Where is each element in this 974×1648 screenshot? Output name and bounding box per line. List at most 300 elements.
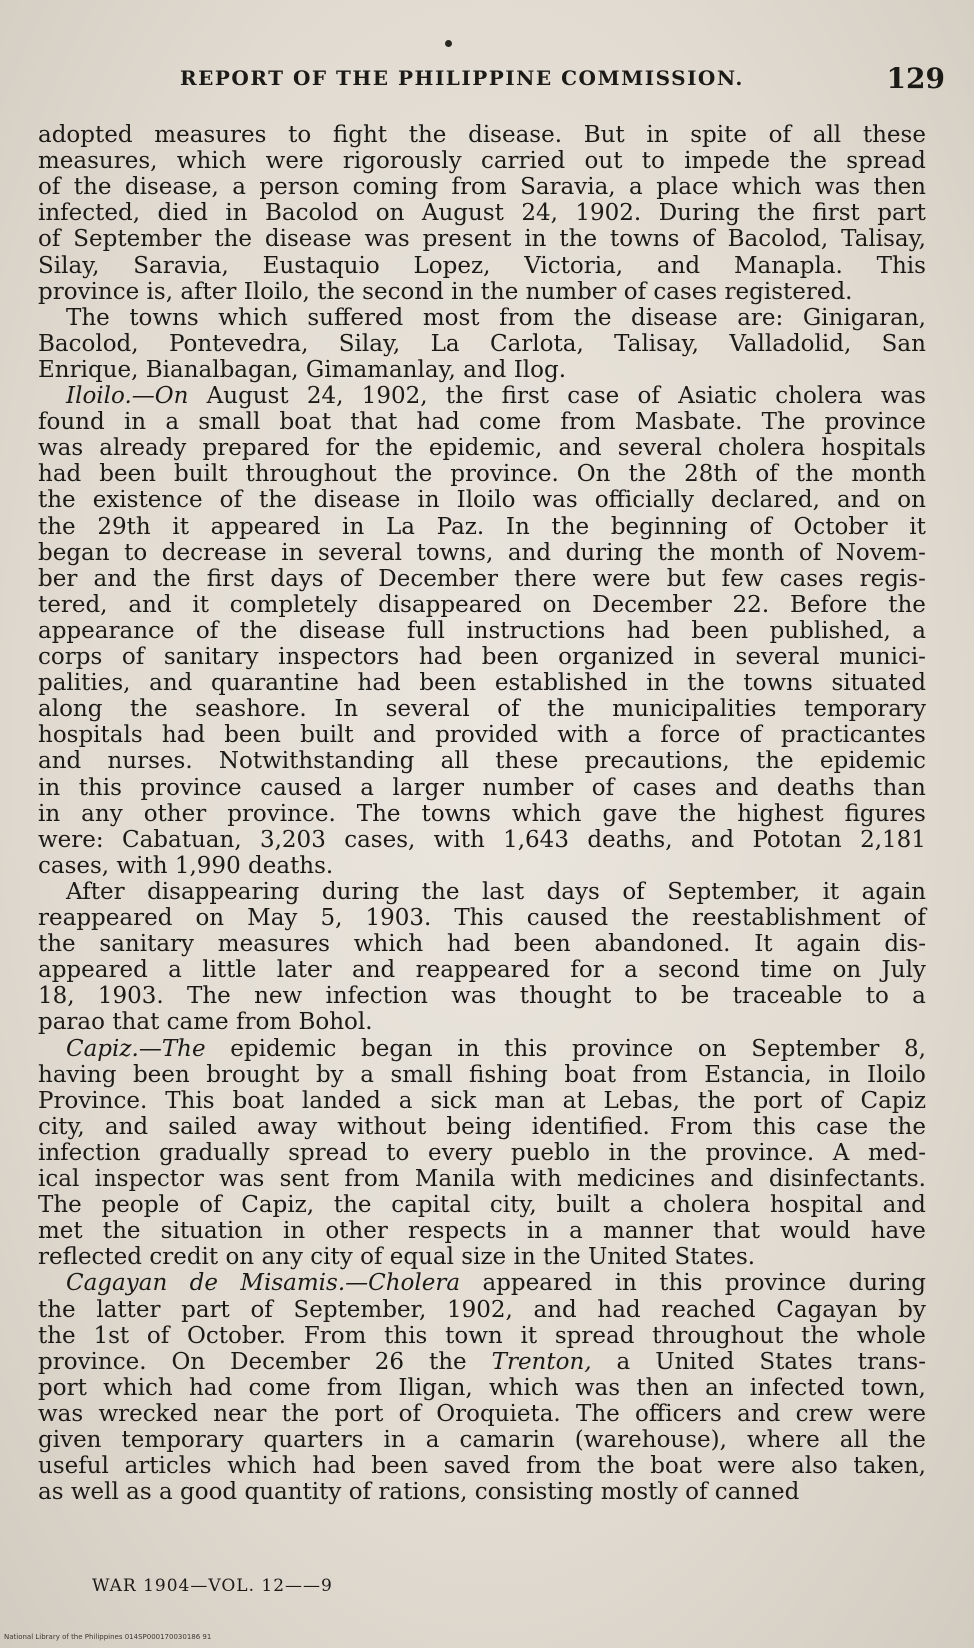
word: of: [250, 1297, 273, 1323]
word: The: [575, 1401, 620, 1427]
word: town,: [860, 1375, 926, 1401]
word: that: [712, 1218, 760, 1244]
word: towns: [421, 801, 491, 827]
word: and: [38, 748, 82, 774]
word: municipalities: [612, 696, 777, 722]
word: carried: [480, 148, 566, 174]
word: well: [70, 1479, 127, 1505]
word: a: [425, 1427, 440, 1453]
word: The: [38, 1192, 82, 1218]
text-line: [66, 383, 926, 409]
word: the: [657, 540, 696, 566]
word: small: [390, 1062, 453, 1088]
word: again: [796, 931, 861, 957]
word: from: [499, 305, 555, 331]
word: sick: [430, 1088, 477, 1114]
word: measures: [154, 122, 267, 148]
word: Capiz,: [241, 1192, 315, 1218]
word: was: [219, 1166, 265, 1192]
word: in: [417, 487, 440, 513]
word: boat: [564, 1062, 616, 1088]
word: equal: [389, 1244, 462, 1270]
word: part: [181, 1297, 230, 1323]
word: after: [180, 279, 244, 305]
word: and: [737, 1401, 781, 1427]
word: town: [445, 1323, 503, 1349]
page-header: [180, 62, 945, 102]
word: 1,990: [174, 853, 249, 879]
text-line: [38, 827, 926, 853]
word: of: [348, 1479, 379, 1505]
word: caused: [260, 775, 342, 801]
word: towns: [610, 226, 680, 252]
text-line: [38, 1244, 755, 1270]
word: throughout: [652, 1323, 784, 1349]
word: days: [546, 879, 600, 905]
text-line: [38, 1009, 373, 1035]
word: by: [315, 1062, 344, 1088]
word: cases: [779, 566, 844, 592]
word: on: [897, 487, 926, 513]
word: sanitary: [99, 931, 195, 957]
word: Talisay,: [841, 226, 926, 252]
word: to: [288, 122, 312, 148]
word: to: [634, 983, 658, 1009]
word: and: [533, 1297, 577, 1323]
word: infected,: [38, 200, 141, 226]
word: a: [232, 174, 246, 200]
word: Capiz: [860, 1088, 926, 1114]
text-line: [38, 1453, 926, 1479]
word: disappeared: [378, 592, 522, 618]
word: sent: [279, 1166, 330, 1192]
word: measures,: [38, 148, 158, 174]
word: during: [565, 540, 644, 566]
word: the: [38, 514, 76, 540]
word: a: [627, 722, 642, 748]
word: had: [626, 618, 670, 644]
word: Manila: [414, 1166, 496, 1192]
word: on: [195, 905, 225, 931]
word: which: [218, 305, 288, 331]
word: of: [637, 383, 660, 409]
text-line: [38, 1062, 926, 1088]
word: a: [629, 174, 643, 200]
word: number: [525, 279, 624, 305]
word: away: [256, 1114, 318, 1140]
word: of: [820, 1088, 843, 1114]
text-line: [38, 983, 926, 1009]
word: gave: [602, 801, 658, 827]
word: the: [687, 670, 725, 696]
word: epidemic: [230, 1036, 337, 1062]
word: La: [430, 331, 460, 357]
word: Saravia,: [133, 253, 229, 279]
word: Ginigaran,: [802, 305, 926, 331]
word: these: [862, 122, 926, 148]
word: then: [873, 174, 926, 200]
word: again: [861, 879, 926, 905]
word: consisting: [474, 1479, 601, 1505]
word: and: [882, 1192, 926, 1218]
word: given: [38, 1427, 102, 1453]
word: 28th: [684, 461, 738, 487]
word: was: [38, 435, 84, 461]
word: reappeared: [38, 905, 173, 931]
word: infection: [38, 1140, 141, 1166]
word: had: [446, 931, 491, 957]
word: of: [591, 775, 615, 801]
word: Iligan,: [398, 1375, 473, 1401]
word: Cagayan: [66, 1270, 168, 1296]
word: respects: [408, 1218, 507, 1244]
word: this: [78, 775, 122, 801]
word: case: [816, 1114, 869, 1140]
word: December: [592, 592, 712, 618]
word: rigorously: [342, 148, 462, 174]
word: the: [281, 1401, 320, 1427]
word: these: [495, 748, 559, 774]
word: existence: [92, 487, 203, 513]
word: man: [494, 1088, 545, 1114]
word: precautions,: [584, 748, 730, 774]
word: the: [888, 1114, 926, 1140]
word: of: [768, 122, 792, 148]
word: as: [38, 1479, 71, 1505]
word: a: [165, 409, 180, 435]
word: situation: [160, 1218, 263, 1244]
word: August: [206, 383, 289, 409]
word: the: [129, 696, 168, 722]
word: come: [248, 1375, 311, 1401]
word: several: [617, 435, 702, 461]
word: credit: [149, 1244, 226, 1270]
word: for: [325, 435, 360, 461]
word: useful: [38, 1453, 109, 1479]
word: been: [224, 722, 281, 748]
word: sanitary: [163, 644, 259, 670]
word: the: [38, 931, 76, 957]
text-line: [38, 357, 566, 383]
word: last: [481, 879, 525, 905]
word: near: [213, 1401, 267, 1427]
word: thought: [519, 983, 612, 1009]
word: regis-: [859, 566, 926, 592]
word: nurses.: [107, 748, 193, 774]
word: the: [333, 1192, 372, 1218]
text-line: [38, 670, 926, 696]
word: but: [666, 566, 706, 592]
word: pueblo: [510, 1140, 590, 1166]
word: From: [669, 1114, 733, 1140]
word: and: [507, 540, 552, 566]
word: in: [646, 670, 669, 696]
word: province.: [450, 461, 559, 487]
word: Before: [789, 592, 868, 618]
word: are:: [737, 305, 784, 331]
word: the: [757, 200, 795, 226]
word: city,: [38, 1114, 85, 1140]
text-line: [38, 931, 926, 957]
word: Pototan: [752, 827, 842, 853]
running-title: REPORT OF THE PHILIPPINE COMMISSION.: [180, 66, 744, 90]
word: suffered: [307, 305, 404, 331]
word: A: [832, 1140, 850, 1166]
word: number: [482, 775, 574, 801]
word: of: [755, 461, 778, 487]
word: Notwithstanding: [218, 748, 415, 774]
word: from: [632, 1062, 688, 1088]
word: the: [408, 122, 447, 148]
word: caused: [526, 905, 609, 931]
word: with: [116, 853, 175, 879]
word: inspectors: [278, 644, 400, 670]
word: on: [542, 592, 572, 618]
word: Carlota,: [490, 331, 584, 357]
word: appearance: [38, 618, 175, 644]
word: month: [709, 540, 785, 566]
word: during: [848, 1270, 926, 1296]
word: inspector: [94, 1166, 204, 1192]
word: towns: [743, 670, 813, 696]
word: 8,: [904, 1036, 926, 1062]
word: of: [749, 514, 772, 540]
word: to: [641, 148, 665, 174]
word: boat: [279, 409, 332, 435]
word: other: [143, 801, 207, 827]
word: of: [339, 566, 363, 592]
word: Silay,: [38, 253, 100, 279]
word: had: [312, 1453, 356, 1479]
word: been: [132, 1062, 190, 1088]
word: Bacolod: [265, 200, 359, 226]
text-line: [38, 801, 926, 827]
word: then: [636, 1375, 689, 1401]
word: without: [337, 1114, 427, 1140]
word: This: [454, 905, 504, 931]
text-line: [38, 435, 926, 461]
text-line: [38, 1375, 926, 1401]
word: During: [658, 200, 740, 226]
word: The: [187, 983, 231, 1009]
word: in: [526, 1218, 549, 1244]
word: from: [235, 1009, 299, 1035]
word: disease: [631, 305, 718, 331]
word: in: [451, 279, 481, 305]
word: with: [557, 722, 609, 748]
text-line: [66, 305, 926, 331]
word: epidemic: [819, 748, 926, 774]
word: of: [38, 174, 61, 200]
word: the: [596, 1453, 635, 1479]
word: built: [173, 461, 228, 487]
word: later: [276, 957, 332, 983]
word: Manapla.: [733, 253, 843, 279]
word: small: [198, 409, 261, 435]
word: in: [123, 409, 147, 435]
word: were: [868, 1401, 926, 1427]
word: beginning: [610, 514, 728, 540]
word: the: [547, 696, 585, 722]
word: cases,: [344, 827, 416, 853]
word: spread: [288, 1140, 368, 1166]
word: 2,181: [860, 827, 926, 853]
word: in: [225, 200, 248, 226]
word: is,: [146, 279, 181, 305]
word: of: [622, 879, 645, 905]
word: Bianalbagan,: [145, 357, 306, 383]
word: Talisay,: [614, 331, 699, 357]
word: in: [524, 226, 547, 252]
word: were: [592, 566, 651, 592]
word: from: [526, 1453, 582, 1479]
word: several: [385, 696, 470, 722]
word: the: [214, 226, 252, 252]
word: with: [433, 827, 485, 853]
word: was: [574, 1375, 621, 1401]
printer-dot-mark: [445, 40, 452, 47]
word: a: [398, 1088, 413, 1114]
word: an: [705, 1375, 734, 1401]
word: and: [715, 775, 759, 801]
word: 1902,: [446, 1297, 513, 1323]
word: registered.: [724, 279, 853, 305]
word: 1902.: [575, 200, 642, 226]
text-line: [66, 1036, 926, 1062]
word: a: [569, 1218, 583, 1244]
word: 24,: [306, 383, 344, 409]
word: (warehouse),: [574, 1427, 727, 1453]
word: a: [624, 957, 638, 983]
word: which: [489, 1375, 559, 1401]
word: Trenton,: [491, 1349, 592, 1375]
word: built: [300, 722, 354, 748]
word: a: [158, 1479, 181, 1505]
text-line: [38, 409, 926, 435]
text-line: [66, 1270, 926, 1296]
word: in: [457, 1036, 480, 1062]
word: province: [724, 1270, 827, 1296]
word: May: [247, 905, 298, 931]
word: The: [66, 305, 110, 331]
word: in: [283, 1218, 306, 1244]
word: Bacolod,: [727, 226, 829, 252]
word: From: [303, 1323, 367, 1349]
text-line: [38, 200, 926, 226]
word: in: [646, 122, 669, 148]
word: sailed: [168, 1114, 237, 1140]
word: July: [881, 957, 926, 983]
word: On: [171, 1349, 206, 1375]
text-line: [38, 1427, 926, 1453]
word: ber: [38, 566, 78, 592]
word: cases: [632, 775, 697, 801]
word: This: [165, 1088, 215, 1114]
word: abandoned.: [594, 931, 731, 957]
word: Iloilo: [456, 487, 516, 513]
word: On: [576, 461, 611, 487]
word: which: [227, 1453, 297, 1479]
word: already: [99, 435, 187, 461]
word: as: [126, 1479, 159, 1505]
word: had: [188, 1375, 233, 1401]
word: identified.: [531, 1114, 650, 1140]
word: Province.: [38, 1088, 148, 1114]
word: in: [614, 1270, 637, 1296]
word: time: [760, 957, 813, 983]
text-line: [38, 592, 926, 618]
word: had: [357, 670, 401, 696]
word: a: [629, 1192, 644, 1218]
word: first: [501, 383, 550, 409]
text-line: [66, 879, 926, 905]
word: 1st: [93, 1323, 130, 1349]
word: de: [189, 1270, 219, 1296]
word: built: [556, 1192, 610, 1218]
text-line: [38, 461, 926, 487]
text-line: [38, 1140, 926, 1166]
word: force: [660, 722, 721, 748]
text-line: [38, 148, 926, 174]
word: the: [649, 1140, 688, 1166]
word: the: [38, 1323, 76, 1349]
word: port: [334, 1401, 384, 1427]
word: to: [124, 540, 148, 566]
word: San: [881, 331, 926, 357]
word: was: [451, 983, 497, 1009]
word: most: [422, 305, 480, 331]
word: which: [103, 1375, 173, 1401]
word: which: [353, 931, 424, 957]
word: spread: [846, 148, 926, 174]
word: the: [631, 905, 669, 931]
word: was: [880, 383, 926, 409]
word: the: [888, 1427, 926, 1453]
word: began: [361, 1036, 433, 1062]
word: had: [38, 461, 82, 487]
word: towns,: [416, 540, 494, 566]
word: a: [912, 983, 926, 1009]
word: and: [558, 435, 602, 461]
word: province: [38, 279, 147, 305]
word: this: [384, 1323, 428, 1349]
word: established: [494, 670, 628, 696]
word: The: [356, 801, 401, 827]
text-line: [38, 775, 926, 801]
text-line: [38, 618, 926, 644]
word: December: [230, 1349, 350, 1375]
word: wrecked: [98, 1401, 198, 1427]
word: province.: [38, 1349, 147, 1375]
word: fishing: [469, 1062, 548, 1088]
word: manner: [603, 1218, 693, 1244]
word: it: [909, 514, 926, 540]
word: it: [822, 879, 840, 905]
word: began: [38, 540, 110, 566]
word: and: [104, 1114, 149, 1140]
text-line: [38, 722, 926, 748]
word: of: [903, 905, 926, 931]
word: city: [310, 1244, 361, 1270]
word: the: [259, 487, 297, 513]
word: provided: [435, 722, 539, 748]
word: from: [344, 1166, 400, 1192]
word: In: [334, 696, 359, 722]
text-line: [38, 253, 926, 279]
word: disease: [313, 487, 401, 513]
word: October.: [187, 1323, 286, 1349]
word: of: [398, 1401, 421, 1427]
